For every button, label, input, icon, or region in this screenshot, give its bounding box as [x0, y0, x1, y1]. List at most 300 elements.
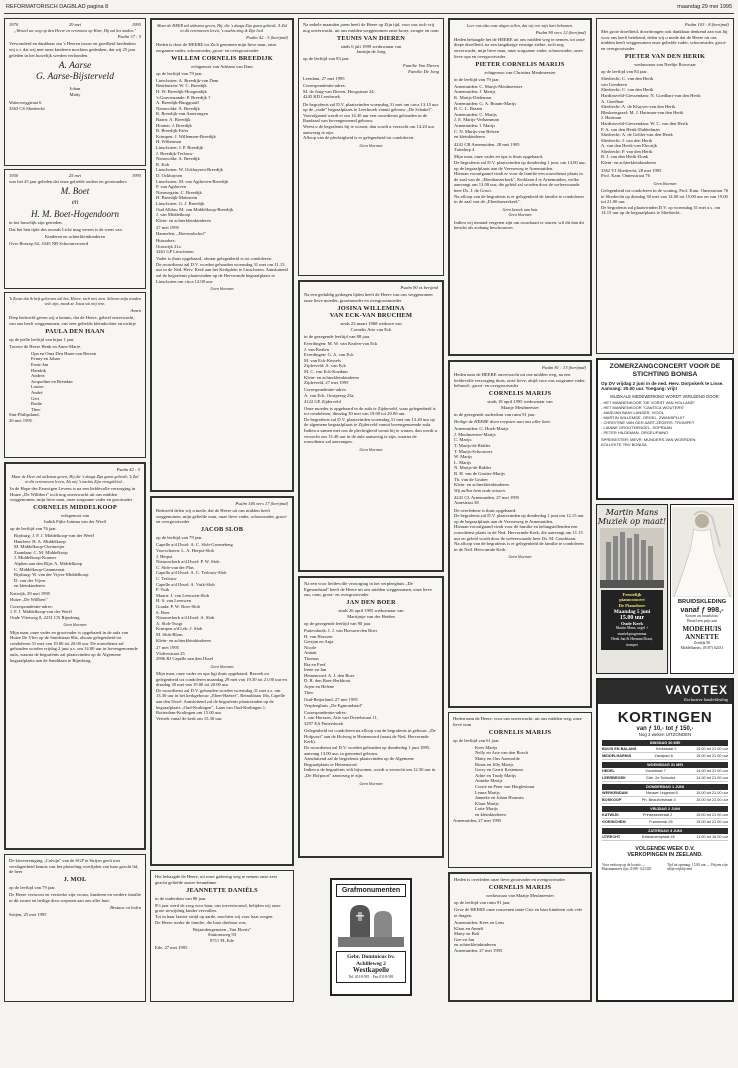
place-date: Strijen, 25 mei 1995	[9, 912, 47, 918]
place-date: Leerdam, 27 mei 1995	[303, 76, 345, 82]
obituary-cornelis-middelkoop	[4, 462, 146, 850]
schedule-cell: MIDDELHARNIS	[602, 754, 632, 758]
schedule-row	[602, 746, 728, 753]
footer-note-1: Voor verkoop op de locatie — Huisnummers lijst: 0188 - 621345	[602, 862, 652, 872]
notice-text: Heden is overleden onze lieve grootvader en overgrootvader	[454, 877, 566, 882]
obituary-age: in de gezegende ouderdom van ruim 91 jaar.	[454, 412, 536, 418]
signature: Bestuur en leden	[110, 905, 141, 911]
funeral-details: Onze moeder is opgebaard in de aula te Zijderveld, waar gelegenheid is tot condoleren, dinsdag 30 mei van 19.00 tot 20.00 uur. De begrafenis zal D.V. plaatsvinden woensdag 31 mei om 13.20 uur op de algemene begraafplaats te Zijderveld vanuit bovengenoemde aula. Indien u samen met ons de plechtigheid wenst bij te wonen, dan wordt u verzocht om 13.40 uur in de aula aanwezig te zijn, waarna de rouwdienst zal aanvangen.	[304, 405, 437, 445]
page-bottom-marks	[0, 1056, 738, 1062]
family-member: Arnemuiden: G. Hoek-Marijs	[454, 426, 509, 432]
concert-time: 15.00 uur	[619, 614, 645, 621]
place-date: 27 mei 1995 Harmelen, „Hovenalschof"	[156, 225, 206, 236]
brand-tagline: Exclusieve kinderkleding	[683, 697, 728, 702]
deceased-name: PIETER CORNELIS MARIJS	[475, 60, 565, 68]
announcement-text: was het 45 jaar geleden dat onze geliefde ouders en grootouders	[9, 178, 127, 184]
family-member: B. Breedijk-Fafer	[156, 128, 189, 134]
spouse-line: echtgenoot van Adriana van Dam	[191, 63, 253, 69]
notice-grootvader-marijs	[448, 872, 592, 1002]
family-member: Klein- en achterkleinkinderen	[454, 482, 509, 488]
address: Waterweggtraat 6 3363 CS Sliedrecht	[9, 100, 45, 111]
family-member: Andrea	[31, 373, 45, 379]
family-member: T. Marijs-de Ridder	[454, 443, 491, 449]
family-member: Irene en Jan	[304, 667, 327, 673]
funeral-details: Gelegenheid tot condoleren in de woning, Prof. Kam. Onnesstraat 76 te Sliedrecht op dinsdag 30 mei van 14.00 tot 15.00 uur en van 19.00 tot 21.00 uur. De begrafenis zal plaatsvinden D.V. op woensdag 31 mei a.s. om 14.15 uur op de begraafplaats te Sliedrecht.	[601, 187, 729, 216]
spouse-line: sinds 23 maart 1968 weduwe van Cornelis Arie van Eck	[340, 321, 402, 332]
schedule-cell: 11.00 tot 16.00 uur	[696, 835, 728, 839]
funeral-details: Gelegenheid tot condoleren na afloop van de begrafenis in gebouw „De Hofpoort" aan de Hofweg te Heinenoord (naast de Ned. Hervormde Kerk). De rouwdienst zal D.V. worden gehouden op donderdag 1 juni 1995, aanvang 13.00 uur, in genoemd gebouw. Aansluitend zal de begrafenis plaatsvinden op de Algemene Begraafplaats te Heinenoord. Indien u de begrafenis wilt bijwonen, wordt u verzocht om 12.50 uur in „De Hofpoort" aanwezig te zijn.	[304, 728, 436, 778]
family-member: A. van den Herik-van Eloorijk	[601, 143, 658, 149]
family-member: Klein- en achterkleinkinderen	[601, 160, 656, 166]
family-member: Anneke Marijs	[475, 778, 503, 784]
family-member: Linschoten: M. van Agthoven-Breedijk	[156, 178, 229, 184]
family-member: L. Marijs	[454, 459, 472, 465]
verse-reference: Psalm 90 vers 12 (berijmd)	[535, 29, 586, 35]
family-member: Oud Alblas: M. van Middelkoop-Breedijk	[156, 206, 234, 212]
family-names: Familie Van Dieren Familie De Jong	[402, 63, 439, 75]
family-list	[156, 542, 288, 643]
obituary-text: In de Hope des Eeuwigen Levens is na een liefdevolle verzorging in Huize „De Willibert" toch nog onverwacht uit ons midden weggenomen, mijn lieve man, onze zorgzame vader en grootvader	[10, 486, 136, 503]
spouse-line: sinds 6 juli 1999 weduwnaar van Jantrijn de Jong	[340, 43, 402, 55]
ad-price: vanaf ƒ 998,-	[680, 605, 724, 614]
concert-day: Maandag 5 juni	[613, 609, 651, 616]
obituary-age: op de leeftijd van 79 jaar.	[156, 535, 203, 541]
family-member: P. A. van den Herik-Dubbelman	[601, 126, 660, 132]
family-member: Kees Marijs	[475, 744, 498, 750]
family-member: Klein- en achterkleinkinderen	[304, 374, 359, 380]
family-member: B. J. van den Herik-Donk	[601, 154, 649, 160]
family-member: H. van Horssen	[304, 633, 333, 639]
family-member: Nieuwerkerk a/d IJssel: P. W. Slob	[156, 559, 220, 565]
family-member: M. C. van Eck-Koedam	[304, 369, 348, 375]
family-member: Th. van de Grutter	[454, 476, 488, 482]
funeral-details: Mijn man, onze vader en opa ligt thuis opgebaard. Bezoek en gelegenheid tot condoleren maandag 29 mei van 19.30 tot 21.00 uur en dinsdag 30 mei van 19.00 tot 20.00 uur. De rouwdienst zal D.V. gehouden worden woensdag 31 mei a.s. om 13.30 uur in het kerkgebouw „Eben-Haëzer", Reinaldaan 18a, Capelle aan den IJssel. Aansluitend zal de begrafenis plaatsvinden op de begraafplaats „Oud-Kralingen", Laan van Oud-Kralingen 1, Rotterdam-Kralingen om 15.00 uur. Vertrek vanaf de kerk om 15.30 uur.	[156, 671, 287, 721]
obituary-pieter-marijs	[448, 18, 592, 356]
deceased-name: PAULA DEN HAAN	[45, 327, 105, 335]
obituary-text: Met grote droefheid, doordrongen ook dankbaar denkend aan wat hij voor ons heeft betekend, delen wij u mede dat de Heere uit ons midden heeft weggenomen onze geliefde vader, schoonvader, groot- en overgrootvader	[601, 29, 728, 51]
verse-reference: Psalm 103 : 8 (berijmd)	[684, 22, 729, 27]
family-member: Jacqueline en Brendan	[31, 378, 73, 384]
obituary-text: Heden is door de HEERE tot Zich genomen mijn lieve man, onze zorgzame vader, schoonvader, groot- en overgrootvader	[156, 42, 277, 53]
family-member: Nieuwolda: A. Breedijk	[156, 156, 200, 162]
verse: 'k Zoom dat ik heft gelooven zal het, Heere, toch niet zien. Schoon mijn zonden vele zijn, maak ze Jezus wit mij rein.	[9, 296, 141, 307]
family-member: Everdingen: G. A. van Eck	[304, 352, 354, 358]
family-member: D. Ockhuysen	[156, 172, 183, 178]
family-member: H. Breedijk-Malestein	[156, 195, 198, 201]
family-member: Krimpen a/d Lek: J. Slob	[156, 626, 203, 632]
family-member: Bleskensgraaf: M. J. Hartman-van den Herik	[601, 109, 684, 115]
schedule-cell: 15.00 tot 21.00 uur	[696, 747, 728, 751]
family-member: Haarlem: H. A. Middelkoop	[14, 538, 66, 544]
no-flowers-note: Geen bloemen	[63, 622, 87, 628]
family-member: Klaas en Anneli	[454, 925, 484, 931]
funeral-details: De overledene is thuis opgebaard. De begrafenis zal D.V. plaatsvinden op donderdag 1 juni om 12.15 uur op de begraafplaats aan de Veerseweg te Arnemuiden. Hieraan voorafgaand vindt voor de familie en belangstellenden een rouwdienst plaats in de Ned. Hervormde Kerk, die aanvangt om 11.15 uur en geleid wordt door de weleerwaarde heer Ds. M. Goudriaan. Na afloop van de begrafenis is er gelegenheid de familie te condoleren in de Ned. Hervormde Kerk.	[454, 507, 584, 552]
notice-text: Het behaagde de Heere, uit onze gadering weg te nemen onze zeer geacht geliefde zuster-freundinne	[155, 874, 278, 885]
obituary-willem-breedijk	[150, 18, 294, 492]
schedule-cell: Prinsessestraat 2	[642, 813, 673, 817]
announcement-aarse-jubilee	[4, 18, 146, 166]
jubilee-day: 29 mei	[68, 22, 82, 27]
family-member: R. Kok	[156, 161, 170, 167]
family-member: C. Marijs	[454, 437, 472, 443]
ad-title: BRUIDSKLEDING	[677, 599, 727, 605]
obituary-age: op de prille leeftijd van bijna 1 jaar.	[9, 336, 75, 342]
family-member: Gerrjan en Anja	[304, 639, 334, 645]
no-flowers-note: Geen bloemen	[653, 180, 677, 186]
correspondence-address: Correspondentie-adres: M. de Jong-van Dieren, Hoogstraat 24, 4245 KD Leerbroek	[303, 83, 375, 100]
schedule-row: WOENSDAG 31 MEI	[602, 762, 728, 768]
family-member: S. Boer	[156, 609, 170, 615]
place-date: 4241 CL Arnemuiden, 27 mei 1995 Amestraat 38	[454, 494, 520, 506]
notice-text-2: 8½ jaar werd de zorg voor haar, ons toevertrouwd, belijden wij onze grote trewijding kinder vervullen. Tot in haar laatste strijd op aarde, mochten wij voor haar zorgen. De Heere sterke de familie, die haar dierbaar was.	[155, 902, 281, 925]
schedule-row: ZATERDAG 3 JUNI	[602, 828, 728, 834]
family-member: Arnemuiden: C. Marijs	[454, 111, 497, 117]
shop-name: MODEHUIS ANNETTE	[682, 625, 722, 642]
schedule-row: DINSDAG 30 MEI	[602, 740, 728, 746]
correspondence-address: Correspondentie-adres: J. F. J. Middelkoop-van der Werff Oude Vlietweg 8, 2231 CN Rijnsburg	[10, 603, 80, 620]
family-member: Houten: J. Breedijk	[156, 122, 192, 128]
family-member: 's-Gravenzande: P. Breedijk †	[156, 94, 211, 100]
announcement-text-3: Dat het hen tijde des avonds Licht mag wezen is de wens van	[9, 227, 122, 233]
family-member: Maarn: J. van Leeuwen-Slob	[156, 592, 210, 598]
family-list	[601, 76, 729, 166]
schedule-row	[602, 768, 728, 775]
notice-oom-cornelis-marijs	[448, 712, 592, 868]
family-member: Adrie en Trudy Marijs	[475, 772, 517, 778]
schedule-cell: HEDEL	[602, 769, 615, 773]
deceased-name: JEANNETTE DANIËLS	[186, 886, 258, 894]
children-names: Kinderen en achterkleinkinderen	[44, 234, 106, 240]
obituary-text: Bedroefd delen wij u mede, dat de Heere uit ons midden heeft weggenomen, mijn geliefde man, onze lieve vader, schoonvader, groot- en overgrootvader	[156, 508, 288, 525]
concert-title: Feestelijk pianoconcert De Pianoboer	[618, 592, 646, 608]
collection-line: KOLLEKTE TBV BONISA	[601, 441, 647, 447]
family-member: P. Vuik	[156, 587, 170, 593]
announcement-boet-jubilee	[4, 169, 146, 289]
jubilee-year-end: 1995	[131, 22, 141, 27]
family-member: Nicole	[304, 644, 317, 650]
schedule-cell: 15.00 tot 21.00 uur	[696, 798, 728, 802]
performer-item: - PETER HILDEMAN, ORGEL/PIANO	[601, 429, 669, 435]
page-header-date: maandag 29 mei 1995	[677, 4, 732, 10]
bride-dress-illustration	[672, 507, 732, 597]
speaker-line: SPREKESTER: MEVR. MUNDERS-VAN WOERDEN	[601, 436, 696, 442]
schedule-cell: Eekkamerspraat 46	[641, 835, 675, 839]
family-member: P. van Agthoven	[156, 184, 186, 190]
place-date: Arnemuiden, 27 mei 1995	[453, 817, 502, 823]
brand-logo: VAVOTEX	[665, 683, 728, 697]
schedule-cell: 14.00 tot 21.00 uur	[696, 776, 728, 780]
family-member: Sliedrecht: C. van den Herik	[601, 87, 654, 93]
family-member: Rudie	[31, 401, 42, 407]
family-member: Capelle a/d IJssel: A. C. Slob-Groeneberg	[156, 542, 233, 548]
family-member: en kleinkinderen	[14, 583, 45, 589]
family-member: J. Middelkoop-Kramer	[14, 555, 57, 561]
schedule-cell: 14.00 tot 21.00 uur	[696, 769, 728, 773]
family-member: Leuna Marijs	[475, 789, 500, 795]
family-member: Krimpen: J. Willemsen-Breedijk	[156, 133, 216, 139]
obituary-text: Heden nam de HEERE onverwacht uit ons midden weg, na een liefdevolle verzorging thuis, onze lieve, altijd voor ons zorgzame vader, behuwd-, groot- en overgrootvader	[454, 372, 586, 389]
notice-text-2: Geve de HEERE onze rouwenen tante Grie en haar kinderen ook vele te dragen.	[454, 907, 583, 918]
schedule-cell: WERKENDAM	[602, 791, 628, 795]
family-list	[454, 426, 586, 488]
family-member: Hardinxveld-Giessendam: N. Goedhart-van den Herik	[601, 92, 701, 98]
family-member: H. W. Breedijk-Hoogendijk	[156, 89, 207, 95]
schedule-cell: 15.00 tot 21.00 uur	[696, 813, 728, 817]
family-member: J. van Kealen	[304, 346, 329, 352]
company-phone: Tel. 0118-581 · Fax 0118-581	[348, 974, 394, 979]
place-date: Oud-Beijerland, 27 mei 1995 Verpleeghuis „De Egmondstad"	[304, 697, 363, 708]
family-member: van Gonderen	[601, 81, 627, 87]
funeral-details: Vader is thuis opgebaard, alwaar gelegenheid is tot condoleren. De rouwdienst zal D.V. worden gehouden woensdag 31 mei om 11.15 uur in de Ned. Herv. Kerk aan het Kerkplein te Linschoten. Aansluitend zal de begrafenis plaatsvinden op de Hervormde begraafplaats te Linschoten om circa 12.00 uur.	[156, 256, 288, 284]
verse-line: Heilige de HEERE doen roepsten aan ons aller hart.	[454, 419, 551, 425]
family-member: en kleinkinderen	[454, 134, 485, 140]
family-member: Matty en Ons Aaemolde	[475, 755, 520, 761]
family-member: J. Herpst	[156, 553, 173, 559]
spouse-line: echtgenoot van Christina Meulmeester	[484, 69, 556, 75]
family-member: M. Slob-Blom	[156, 631, 183, 637]
family-member: K. Marijs-Dieleman	[454, 95, 491, 101]
obituary-age: in de ouderdom van 86 jaar.	[155, 895, 207, 901]
schedule-cell: Ph. Beaufortstraat 3	[641, 798, 676, 802]
discount-range: van ƒ 10,- tot ƒ 150,-	[636, 726, 694, 732]
family-member: J. Hartman	[601, 115, 622, 121]
no-flowers-note: Geen bloemen	[359, 780, 383, 786]
place-date: 3362 VJ Sliedrecht, 28 mei 1995 Prof. Kam. Onnesstraat 76	[601, 167, 662, 179]
ad-grafmonumenten	[330, 878, 412, 996]
spouse-line: weduwnaar van Neeltje Roosvaar	[634, 61, 696, 67]
funeral-details: Mijn man, onze vader en opa is thuis opgebaard. De begrafenis zal D.V. plaatsvinden op donderdag 1 juni, om 14.00 uur, op de begraafplaats aan de Veerseweg te Arnemuiden. Hieraan voorafgaand vindt er voor de familie een rouwdienst plaats in de zaal van de „Ebenhaezerkerk", Kerklaan 4 te Arnemuiden, welke aanvangt om 13.00 uur, die geleid zal worden door de weleerwaarde heer Ds. J. de Groot. Na afloop van de begrafenis is er gelegenheid de familie te condoleren in de zaal van de „Ebenhaezerkerk".	[454, 154, 586, 205]
family-member: Thomas	[304, 656, 319, 662]
organ-pipes-illustration	[600, 528, 664, 588]
place-date: Katwijk, 29 mei 1995 Huize „De Willbert"	[10, 591, 51, 602]
family-member: R. Breedijk-van Amerongen	[156, 111, 208, 117]
obituary-pieter-van-den-herik	[596, 18, 734, 354]
obituary-cornelis-marijs	[448, 360, 592, 708]
closing-note: Wij zullen hem node missen.	[454, 487, 506, 493]
verse-reference: Amen	[130, 307, 141, 313]
deceased-name: JAN DEN BOER	[346, 599, 396, 607]
family-member: Everdingen: M. W. van Kealen-van Eck	[304, 341, 378, 347]
schedule-cell: 15.00 tot 21.00 uur	[696, 820, 728, 824]
notice-jeannette-daniels	[150, 870, 294, 1002]
family-member: N. Marijs-de Ridder	[454, 465, 492, 471]
ad-martin-mans	[596, 504, 668, 674]
schedule-cell: Nieuwe Lingewal 6	[645, 791, 678, 795]
performer-item: - HET MANNENKOOR "CANTICA WOUTERS"	[601, 404, 685, 410]
family-member: Arnemuiden: I. Marijs	[454, 123, 496, 129]
schedule-cell: LEERBROEK	[602, 776, 626, 780]
wife-name: H. M. Boet-Hogendoorn	[31, 208, 119, 219]
obituary-age: op de leeftijd van 61 jaar.	[453, 737, 500, 743]
page-header	[4, 3, 734, 14]
announcement-text-2: in het huwelijk zijn getreden.	[9, 220, 63, 226]
family-member: Corrie en Peter van Horglestraat	[475, 783, 535, 789]
family-member: Matty en Bob	[454, 931, 480, 937]
family-member: H. Willemsen	[156, 139, 182, 145]
ad-vavotex	[596, 678, 734, 1002]
family-member: C. N. Marijs-van Belzen	[454, 128, 500, 134]
family-member: André	[31, 390, 43, 396]
deceased-name: PIETER VAN DEN HERIK	[624, 52, 706, 60]
schedule-row	[602, 834, 728, 841]
jubilee-year-start: 1970	[9, 22, 19, 27]
sales-schedule	[602, 740, 728, 841]
family-member: Arnemuiden: Kees en Lens	[454, 919, 505, 925]
spouse-line: weduwnaar van Maatje Meulmeester	[486, 893, 554, 899]
family-member: J. Meulmeester-Marijs	[454, 431, 496, 437]
family-member: Rijsburg: W. van der Vijver-Middelkoop	[14, 572, 89, 578]
family-member: H. S. van Leeuwen	[156, 598, 192, 604]
family-member: Sliedrecht: A. de Gelder-van den Herik	[601, 132, 673, 138]
family-list	[10, 533, 140, 589]
family-member: Gerry en Gerrit Kesteman	[475, 767, 523, 773]
family-member: J. van Middelkoop	[156, 212, 191, 218]
obituary-jan-den-boer	[298, 576, 444, 858]
family-member: Gouda: P. W. Boer-Slob	[156, 604, 200, 609]
concert-subheading: MUZIKALE MEDEWERKING WORDT VERLEEND DOOR:	[610, 393, 720, 399]
no-flowers-note: Geen bloemen	[210, 663, 234, 669]
family-member: B. H. van de Grutter-Marijs	[454, 471, 505, 476]
company-name: Gebr. Dominicus bv.	[347, 954, 395, 960]
schedule-cell: Voorstraat 7	[645, 769, 666, 773]
family-member: Louise	[31, 384, 44, 390]
schedule-cell: 15.00 tot 21.00 uur	[696, 791, 728, 795]
schedule-row	[602, 753, 728, 760]
family-member: Linschoten: G. J. Breedijk	[156, 200, 205, 206]
obituary-teunis-van-dieren	[298, 18, 444, 276]
family-member: D. R. den Boer-Berkhout	[304, 678, 351, 684]
verse: Maar de Heer zal uitkomst geven, Hij die 's daags Zijn gunst gebiedt; 'k Zal in dit vertrouwen leven, Als mij 's nachts Zijn vreugdelied...	[11, 474, 139, 485]
verse-reference: Psalm 90 vs berijmd	[400, 285, 438, 290]
schedule-cell: KATWIJK	[602, 813, 620, 817]
deceased-name: CORNELIS MIDDELKOOP	[33, 504, 117, 512]
family-member: Linschoten: J. P. Breedijk	[156, 145, 204, 150]
family-member: Linschoten: A. Breedijk-van Dam	[156, 77, 219, 83]
next-week-notice: VOLGENDE WEEK D.V. VERKOPINGEN IN ZEELAND.	[627, 846, 703, 859]
obituary-text: Heden behaagde het de HEERE uit ons midden weg te nemen, tot onze diepe droefheid, na een langdurige ernstige ziekte, toch nog onverwacht, mijn lieve man, onze zorgzame vader, schoonvader, onze lieve opa en overgrootvader	[454, 36, 585, 59]
obituary-text-2: Troeste de Heere Henk en Anne-Marie.	[9, 343, 82, 349]
obituary-age: op de leeftijd van 79 jaar.	[9, 885, 56, 891]
family-member: J. Breedijk-Terlouw	[156, 150, 193, 156]
obituary-age: op de leeftijd van 79 jaar.	[156, 70, 203, 76]
no-flowers-note: Geen bloemen	[508, 554, 532, 560]
family-member: Hendrik	[31, 367, 47, 373]
place-date: 27 mei 1995 Vlolierstraat 25 2906 RJ Capelle aan den IJssel	[156, 645, 214, 662]
family-member: M. van Eck-Kessels	[304, 357, 341, 363]
performer-item: - CHRISTINE VAN DER AART-ZEGERS, TROMPET	[601, 419, 695, 425]
place-date: Arnemuiden, 27 mei 1995	[454, 947, 503, 953]
signature: Bejaardengenoten „Van Ekeris" Stationsweg 93 8711 PL Ede	[192, 926, 252, 943]
no-flowers-note: Geen bloemen	[210, 286, 234, 292]
concert-details: Op DV vrijdag 2 juni in de ned. Herv. Dorpskerk te Lisse. Aanvang: 20.00 uur. Toegang: vrij!!	[601, 380, 724, 392]
obituary-text: Diep bedroefd geven wij u kennis, dat de Heere, geheel onverwacht, van ons heeft weggenomen, ons zeer geliefde kleindochter en nichtje	[9, 315, 136, 326]
home-address: Huisadres: Oostwijk 21a 3461 GP Linschoten	[156, 238, 194, 255]
funeral-details: De begrafenis zal D.V. plaatsvinden woensdag 31 mei om circa 13.15 uur op de „oude" begraafplaats te Leerbroek vanuit gebouw „De Schakel". Voorafgaand wordt er om 14.30 uur een rouwdienst gehouden in de Raadzaal van bovengenoemd gebouw. Weest u de begrafenis bij te wonen, dan wordt u verzocht om 14.20 uur aanwezig te zijn. Afloop van de plechtigheid is er gelegenheid tot condoleren.	[303, 101, 439, 141]
verse-reference: Psalm 81 : 13 (berijmd)	[541, 365, 586, 370]
schedule-cell: 15.00 tot 21.00 uur	[696, 754, 728, 758]
family-member: Voorschoten: L. A. Herpst-Slob	[156, 548, 214, 554]
obituary-paula-den-haan	[4, 292, 146, 458]
performer-item: - MARIJAN BAAY-LANSER, VIOOL	[601, 409, 664, 415]
schedule-cell: UTRECHT	[602, 835, 621, 839]
ad-script-title: Martin Mans Muziek op maat!	[597, 508, 667, 526]
concert-title: ZOMERZANGCONCERT VOOR DE STICHTING BONISA	[609, 363, 721, 378]
correspondence-address: Correspondentie-adres: I. van Horssen, Arie van Dretelstraat 11, 3297 EA Puttershoek	[304, 709, 378, 727]
ad-text: Kosten art bruidsfoto, Bestel een prijs aan	[685, 614, 719, 623]
obituary-age: op de leeftijd van 76 jaar.	[10, 525, 57, 531]
family-member: Nieuwerkerk a/d IJssel: A. Slob	[156, 615, 215, 621]
schedule-row: DONDERDAG 1 JUNI	[602, 784, 728, 790]
schedule-cell: BOSKOOP	[602, 798, 622, 802]
address: Over Boezop 62, 4345 NB Schoonrewoerd	[9, 241, 89, 247]
discount-subtitle: Nog 3 weken UITZONDEN	[638, 732, 692, 737]
obituary-age: in de leeftijd van 79 jaar.	[454, 76, 500, 82]
family-member: Opa en Oma Den Haan-van Berson	[31, 350, 97, 356]
family-member: Sliedrecht: P. van den Herik	[601, 148, 653, 154]
family-member: Benthuizen: W. C. Breedijk	[156, 83, 207, 89]
schedule-row	[602, 790, 728, 797]
place-date: 4241 CB Arnemuiden, 28 mei 1995 Tuindorp 4	[454, 141, 520, 153]
family-member: Hardinxveld-Giessendam: W. C. van den Herik	[601, 120, 688, 126]
obituary-text: Na enkele maanden jaren heeft de Heere op Zijn tijd, voor ons toch vrij nog onverwacht, uit ons midden weggenomen onze broer, zwager en oom	[303, 22, 439, 33]
place-date: Sint-Philipsland, 26 mei 1995	[9, 412, 40, 423]
family-member: W. Marijs	[454, 454, 473, 460]
bible-verse: „Wenzel uw weg op den Heere en vertrouwt op Hem; Hij zal het maken."	[13, 27, 137, 33]
schedule-row	[602, 819, 728, 826]
verse-reference: Psalm 37 : 5	[117, 34, 141, 40]
family-member: en achterkleinkinderen	[454, 942, 496, 948]
schedule-row	[602, 775, 728, 782]
family-member: Klaas Marijs	[475, 800, 499, 806]
jubilee-day: 25 mei	[68, 173, 82, 178]
family-member: A. Goedhart	[601, 98, 624, 104]
family-member: Nieuwegein: C. Breedijk	[156, 189, 202, 195]
family-member: J. E. Marijs-Verhamman	[454, 117, 499, 123]
family-member: Sliedrecht: C. van den Herik	[601, 76, 654, 82]
family-list	[156, 78, 288, 223]
correspondence-address: Correspondentie-adres: A. van Eck, Oostpeerg 23a, 4122 GE Zijderveld	[304, 387, 355, 404]
place-date: Ede, 27 mei 1995	[155, 944, 188, 950]
no-flowers-note: Geen bloemen	[359, 446, 383, 452]
family-member: Arnemuiden: J. Marijs	[454, 89, 496, 95]
schedule-cell: BUIJS EN BALANS	[602, 747, 637, 751]
family-list	[454, 84, 586, 140]
family-member: en kleinkinderen	[475, 811, 506, 817]
family-member: Capelle a/d IJssel: A. C. Terlouw-Slob	[156, 570, 227, 576]
performer-item: - HET MANNENKOOR "DE VORST VAN HOLLAND"	[601, 399, 695, 405]
notice-j-mol	[4, 854, 146, 1002]
company-street: Achilleweg 2	[356, 960, 386, 967]
discount-title: KORTINGEN	[617, 709, 713, 726]
funeral-details: Mijn man, onze vader en grootvader is opgebaard in de aula van Huize De Vliet op de Smidstraat 60a, alwaar gelegenheid tot condoleren 31 mei van 19.00 tot 20.00 uur. De rouwdienst zal gehouden worden vrijdag 2 juni a.s. om 14.00 uur in bovengenoemde aula, waarna de begrafenis zal plaatsvinden op de Algemene begraafplaats aan de Sandtlaan te Rijnsburg.	[10, 629, 138, 663]
family-member: Gee en Jan	[454, 936, 475, 942]
family-list	[453, 745, 587, 818]
footer-note-2: Tijd tot opening: 15.00 uur — Prijzen zijn altijd vrijblijvend	[667, 862, 728, 872]
ad-modehuis-annette	[670, 504, 734, 674]
deceased-name: WILLEM CORNELIS BREEDIJK	[171, 54, 273, 62]
family-member: Baarn: A. Breedijk	[156, 117, 191, 123]
family-member: D. van der Vijver	[14, 577, 46, 583]
verse: Maar de HEER zal uitkomst geven, Hij, die 's daags Zijn gunst gebiedt, 'k Zal in dit vertrouwen leven, 's nachts zing ik Zijn lied.	[156, 23, 288, 34]
family-member: Rinus en Jilly Marijs	[475, 761, 514, 767]
family-member: C. Terlouw	[156, 576, 177, 582]
family-list	[9, 351, 141, 413]
family-member: Sliedrecht: A. de Kluyver-van den Herik	[601, 104, 676, 110]
family-member: Janneke en Johan Houmes	[475, 795, 524, 801]
verse-reference: Psalm 42 : 5	[116, 467, 140, 472]
shop-address: Zeedijk 96 Middelharnis, (0187) 62431	[680, 641, 724, 650]
place-date: Zijderveld, 27 mei 1995	[304, 380, 349, 386]
